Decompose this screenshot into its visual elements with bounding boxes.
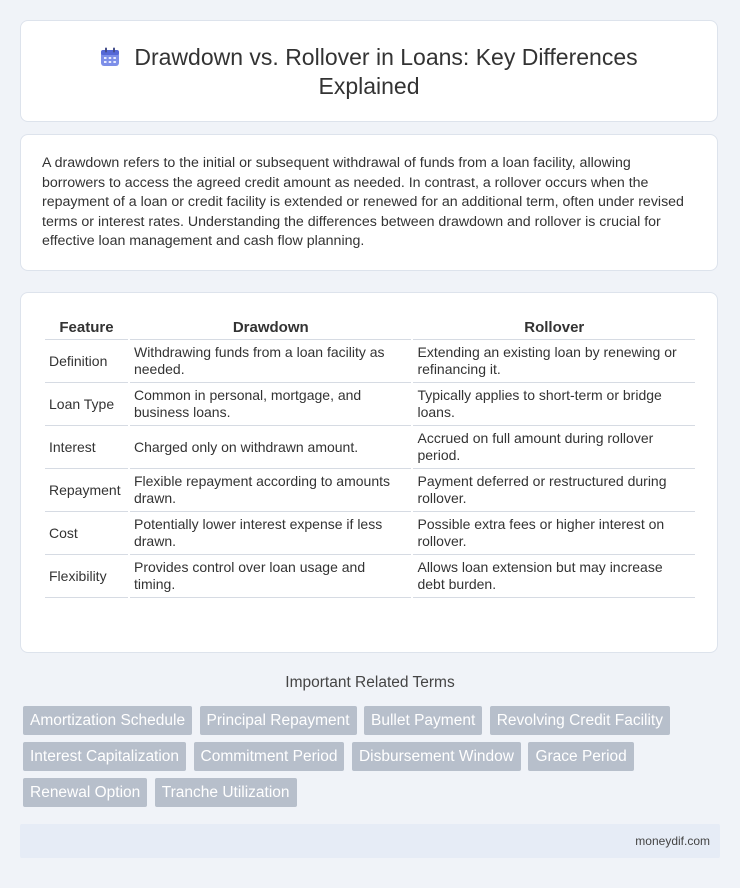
row-feature: Interest	[45, 426, 128, 469]
page-title	[21, 43, 717, 101]
row-drawdown: Withdrawing funds from a loan facility as needed.	[130, 340, 412, 383]
related-term-tag[interactable]: Disbursement Window	[352, 742, 521, 771]
footer	[20, 824, 720, 858]
related-term-tag[interactable]: Grace Period	[528, 742, 633, 771]
header-feature: Feature	[45, 315, 128, 340]
row-rollover: Accrued on full amount during rollover period.	[413, 426, 695, 469]
intro-paragraph: A drawdown refers to the initial or subsequent withdrawal of funds from a loan facility, allowing borrowers to access the agreed credit amount as needed. In contrast, a rollover occurs when the repayment of a loan or credit facility is extended or renewed for an additional term, often under revised terms or interest rates. Understanding the differences between drawdown and rollover is crucial for effective loan management and cash flow planning.	[42, 155, 684, 249]
table-row	[45, 469, 695, 512]
row-feature: Loan Type	[45, 383, 128, 426]
row-drawdown: Common in personal, mortgage, and business loans.	[130, 383, 412, 426]
table-row	[45, 340, 695, 383]
row-feature: Cost	[45, 512, 128, 555]
row-rollover: Typically applies to short-term or bridge loans.	[413, 383, 695, 426]
row-feature: Repayment	[45, 469, 128, 512]
row-drawdown: Flexible repayment according to amounts drawn.	[130, 469, 412, 512]
related-term-tag[interactable]: Revolving Credit Facility	[490, 706, 670, 735]
comparison-card	[20, 292, 718, 653]
header-drawdown: Drawdown	[130, 315, 412, 340]
title-card	[20, 20, 718, 122]
related-term-tag[interactable]: Tranche Utilization	[155, 778, 297, 807]
calendar-icon	[100, 47, 120, 67]
header-rollover: Rollover	[413, 315, 695, 340]
related-term-tag[interactable]: Renewal Option	[23, 778, 147, 807]
row-rollover: Extending an existing loan by renewing or refinancing it.	[413, 340, 695, 383]
related-term-tag[interactable]: Interest Capitalization	[23, 742, 186, 771]
table-row	[45, 512, 695, 555]
title-line-2: Explained	[318, 73, 420, 99]
table-row	[45, 383, 695, 426]
row-rollover: Payment deferred or restructured during rollover.	[413, 469, 695, 512]
comparison-table	[43, 315, 697, 598]
table-row	[45, 426, 695, 469]
row-rollover: Allows loan extension but may increase debt burden.	[413, 555, 695, 598]
row-drawdown: Provides control over loan usage and timing.	[130, 555, 412, 598]
row-feature: Flexibility	[45, 555, 128, 598]
related-term-tag[interactable]: Amortization Schedule	[23, 706, 192, 735]
footer-site-name: moneydif.com	[635, 834, 710, 848]
related-terms-title: Important Related Terms	[285, 674, 455, 691]
table-row	[45, 555, 695, 598]
title-line-1: Drawdown vs. Rollover in Loans: Key Differences	[134, 44, 638, 70]
row-drawdown: Potentially lower interest expense if less drawn.	[130, 512, 412, 555]
related-term-tag[interactable]: Bullet Payment	[364, 706, 482, 735]
row-feature: Definition	[45, 340, 128, 383]
row-rollover: Possible extra fees or higher interest on rollover.	[413, 512, 695, 555]
table-header-row	[45, 315, 695, 340]
related-terms-list	[23, 706, 703, 814]
related-term-tag[interactable]: Commitment Period	[194, 742, 345, 771]
row-drawdown: Charged only on withdrawn amount.	[130, 426, 412, 469]
intro-card	[20, 134, 718, 271]
related-term-tag[interactable]: Principal Repayment	[200, 706, 357, 735]
